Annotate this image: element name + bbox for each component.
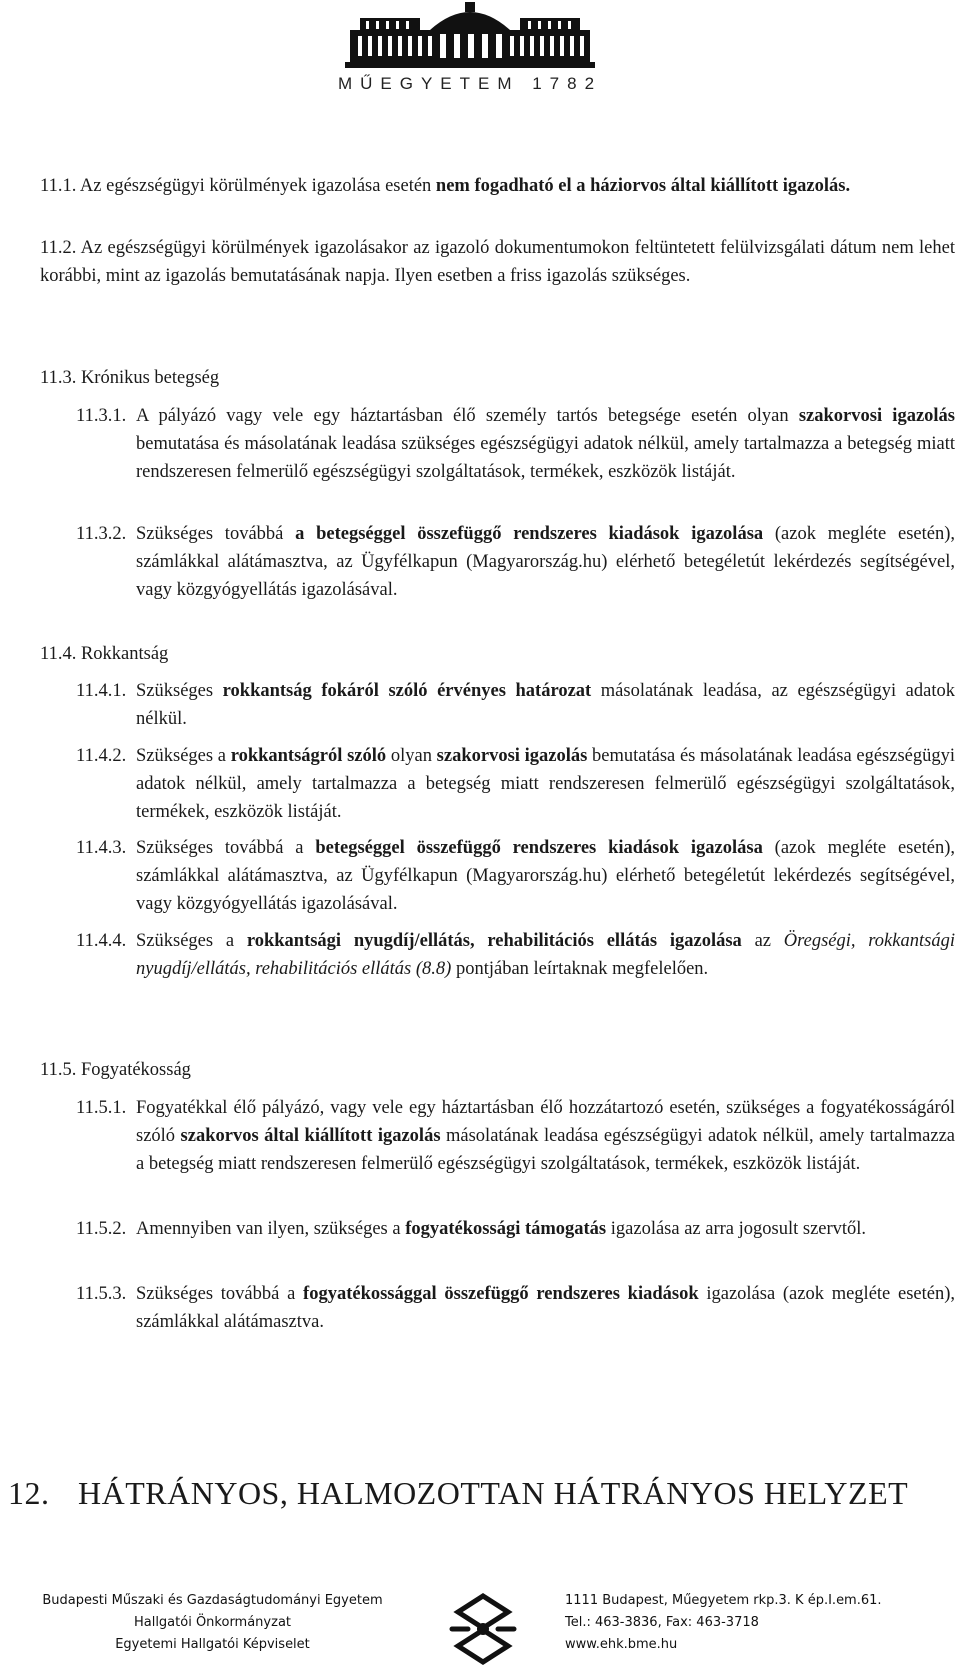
section-11-4-4: 11.4.4. Szükséges a rokkantsági nyugdíj/ellátás, rehabilitációs ellátás igazolása az Öregségi, rokkantsági nyugdíj/ellátás, rehabilitációs ellátás (8.8) pontjában leírtaknak megfelelően. xyxy=(76,931,955,979)
footer-contact: 1111 Budapest, Műegyetem rkp.3. K ép.I.em.61. Tel.: 463-3836, Fax: 463-3718 www.ehk.bme.hu xyxy=(565,1590,960,1656)
heading-12-number: 12. xyxy=(8,1475,50,1511)
section-11-5-3: 11.5.3. Szükséges továbbá a fogyatékossággal összefüggő rendszeres kiadások igazolása (azok megléte esetén), számlákkal alátámasztva. xyxy=(76,1284,955,1332)
section-11-5-1: 11.5.1. Fogyatékkal élő pályázó, vagy vele egy háztartásban élő hozzátartozó esetén, szükséges a fogyatékosságáról szóló szakorvos által kiállított igazolás másolatának leadása egészségügyi adatok nélkül, amely tartalmazza a betegség miatt rendszeresen felmerülő egészségügyi szolgáltatások, termékek, eszközök listáját. xyxy=(76,1098,955,1174)
ehk-logo-icon xyxy=(448,1592,518,1666)
page-footer xyxy=(0,1590,960,1669)
university-building-icon xyxy=(300,0,640,72)
heading-11-3: 11.3. Krónikus betegség xyxy=(40,368,220,388)
bme-logo xyxy=(300,0,640,105)
section-11-2: 11.2. Az egészségügyi körülmények igazolásakor az igazoló dokumentumokon feltüntetett felülvizsgálati dátum nem lehet korábbi, mint az igazolás bemutatásának napja. Ilyen esetben a friss igazolás szükséges. xyxy=(40,238,955,286)
heading-11-4: 11.4. Rokkantság xyxy=(40,644,169,664)
footer-organization: Budapesti Műszaki és Gazdaságtudományi Egyetem Hallgatói Önkormányzat Egyetemi Hallgatói Képviselet xyxy=(42,1593,383,1652)
section-11-4-1: 11.4.1. Szükséges rokkantság fokáról szóló érvényes határozat másolatának leadása, az egészségügyi adatok nélkül. xyxy=(76,681,955,729)
heading-12 xyxy=(8,1475,908,1512)
heading-11-5: 11.5. Fogyatékosság xyxy=(40,1060,191,1080)
website-link[interactable]: www.ehk.bme.hu xyxy=(565,1637,678,1652)
logo-wordmark: MŰEGYETEM 1782 xyxy=(337,74,603,93)
section-11-1: 11.1. Az egészségügyi körülmények igazolása esetén nem fogadható el a háziorvos által kiállított igazolás. xyxy=(40,176,851,196)
heading-12-title: HÁTRÁNYOS, HALMOZOTTAN HÁTRÁNYOS HELYZET xyxy=(78,1475,909,1511)
section-11-3-1: 11.3.1. A pályázó vagy vele egy háztartásban élő személy tartós betegsége esetén olyan szakorvosi igazolás bemutatása és másolatának leadása szükséges egészségügyi adatok nélkül, amely tartalmazza a betegség miatt rendszeresen felmerülő egészségügyi szolgáltatások, termékek, eszközök listáját. xyxy=(76,406,955,482)
section-11-3-2: 11.3.2. Szükséges továbbá a betegséggel összefüggő rendszeres kiadások igazolása (azok megléte esetén), számlákkal alátámasztva, az Ügyfélkapun (Magyarország.hu) elérhető betegéletút lekérdezés segítségével, vagy közgyógyellátás igazolásával. xyxy=(76,524,955,600)
section-11-4-3: 11.4.3. Szükséges továbbá a betegséggel összefüggő rendszeres kiadások igazolása (azok megléte esetén), számlákkal alátámasztva, az Ügyfélkapun (Magyarország.hu) elérhető betegéletút lekérdezés segítségével, vagy közgyógyellátás igazolásával. xyxy=(76,838,955,914)
section-11-4-2: 11.4.2. Szükséges a rokkantságról szóló olyan szakorvosi igazolás bemutatása és másolatának leadása egészségügyi adatok nélkül, amely tartalmazza a betegség miatt rendszeresen felmerülő egészségügyi szolgáltatások, termékek, eszközök listáját. xyxy=(76,746,955,822)
section-11-5-2: 11.5.2. Amennyiben van ilyen, szükséges a fogyatékossági támogatás igazolása az arra jogosult szervtől. xyxy=(76,1219,867,1239)
